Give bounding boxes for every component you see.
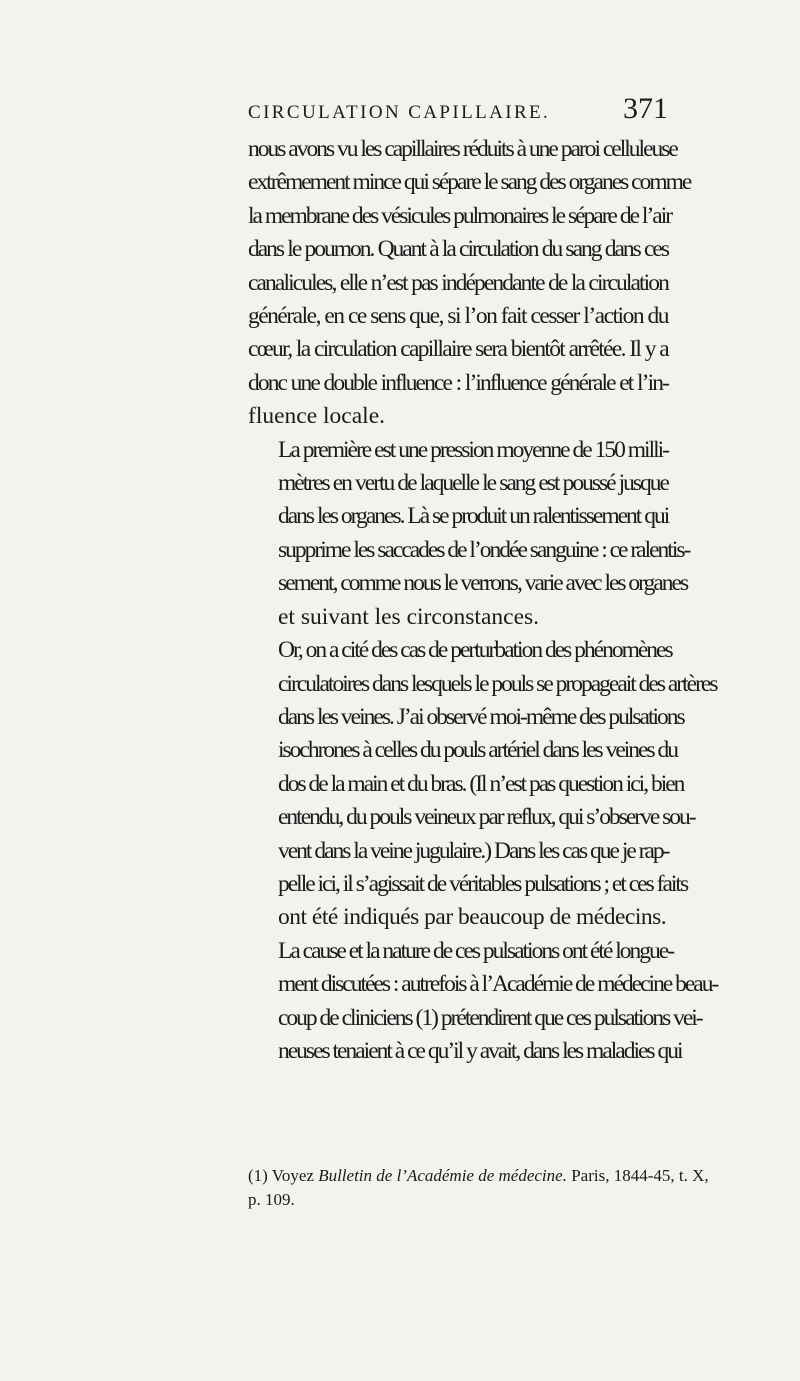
footnote-line-1 (248, 1164, 709, 1188)
text-line: La première est une pression moyenne de 150 milli- (278, 436, 668, 463)
footnote-citation-details: Paris, 1844-45, t. X, (566, 1166, 709, 1185)
paragraph-4 (248, 935, 718, 1069)
text-line: entendu, du pouls veineux par reflux, qui s’observe sou- (278, 804, 695, 831)
text-line: coup de cliniciens (1) prétendirent que ces pulsations vei- (278, 1004, 702, 1031)
text-line: la membrane des vésicules pulmonaires le sépare de l’air (248, 202, 672, 229)
paragraph-3 (248, 634, 717, 935)
text-line: pelle ici, il s’agissait de véritables pulsations ; et ces faits (278, 870, 688, 897)
running-title: CIRCULATION CAPILLAIRE. (248, 102, 551, 123)
text-line: donc une double influence : l’influence générale et l’in- (248, 369, 668, 396)
paragraph-1 (248, 133, 691, 434)
body-text (248, 133, 718, 1068)
footnote-marker: (1) Voyez (248, 1166, 319, 1185)
paragraph-2 (248, 434, 690, 634)
text-line: Or, on a cité des cas de perturbation des phénomènes (278, 637, 672, 664)
text-line: dos de la main et du bras. (Il n’est pas question ici, bien (278, 770, 684, 797)
text-line: cœur, la circulation capillaire sera bientôt arrêtée. Il y a (248, 336, 668, 363)
text-line: ont été indiqués par beaucoup de médecins. (278, 904, 667, 931)
text-line: sement, comme nous le verrons, varie avec les organes (278, 570, 688, 597)
running-head (248, 92, 668, 132)
text-line: dans les organes. Là se produit un ralentissement qui (278, 503, 669, 530)
page-number: 371 (623, 92, 668, 125)
text-line: circulatoires dans lesquels le pouls se propageait des artères (278, 670, 717, 697)
text-line: et suivant les circonstances. (278, 603, 540, 630)
footnote-line-2: p. 109. (248, 1190, 295, 1209)
text-line: isochrones à celles du pouls artériel dans les veines du (278, 737, 677, 764)
text-line: extrêmement mince qui sépare le sang des organes comme (248, 169, 691, 196)
text-line: ment discutées : autrefois à l’Académie de médecine beau- (278, 971, 718, 998)
text-line: vent dans la veine jugulaire.) Dans les cas que je rap- (278, 837, 669, 864)
text-line: dans les veines. J’ai observé moi-même des pulsations (278, 703, 684, 730)
text-line: nous avons vu les capillaires réduits à une paroi celluleuse (248, 136, 677, 162)
text-line: canalicules, elle n’est pas indépendante de la circulation (248, 269, 668, 296)
footnote-citation-title: Bulletin de l’Académie de médecine. (318, 1166, 567, 1185)
text-line: supprime les saccades de l’ondée sanguine : ce ralentis- (278, 536, 690, 563)
text-line: générale, en ce sens que, si l’on fait cesser l’action du (248, 303, 668, 330)
footnote (248, 1164, 709, 1212)
text-line: mètres en vertu de laquelle le sang est poussé jusque (278, 470, 668, 497)
text-line: neuses tenaient à ce qu’il y avait, dans les maladies qui (278, 1037, 682, 1064)
text-line: dans le poumon. Quant à la circulation du sang dans ces (248, 236, 668, 263)
text-line: La cause et la nature de ces pulsations ont été longue- (278, 937, 674, 964)
text-line: fluence locale. (248, 403, 385, 430)
